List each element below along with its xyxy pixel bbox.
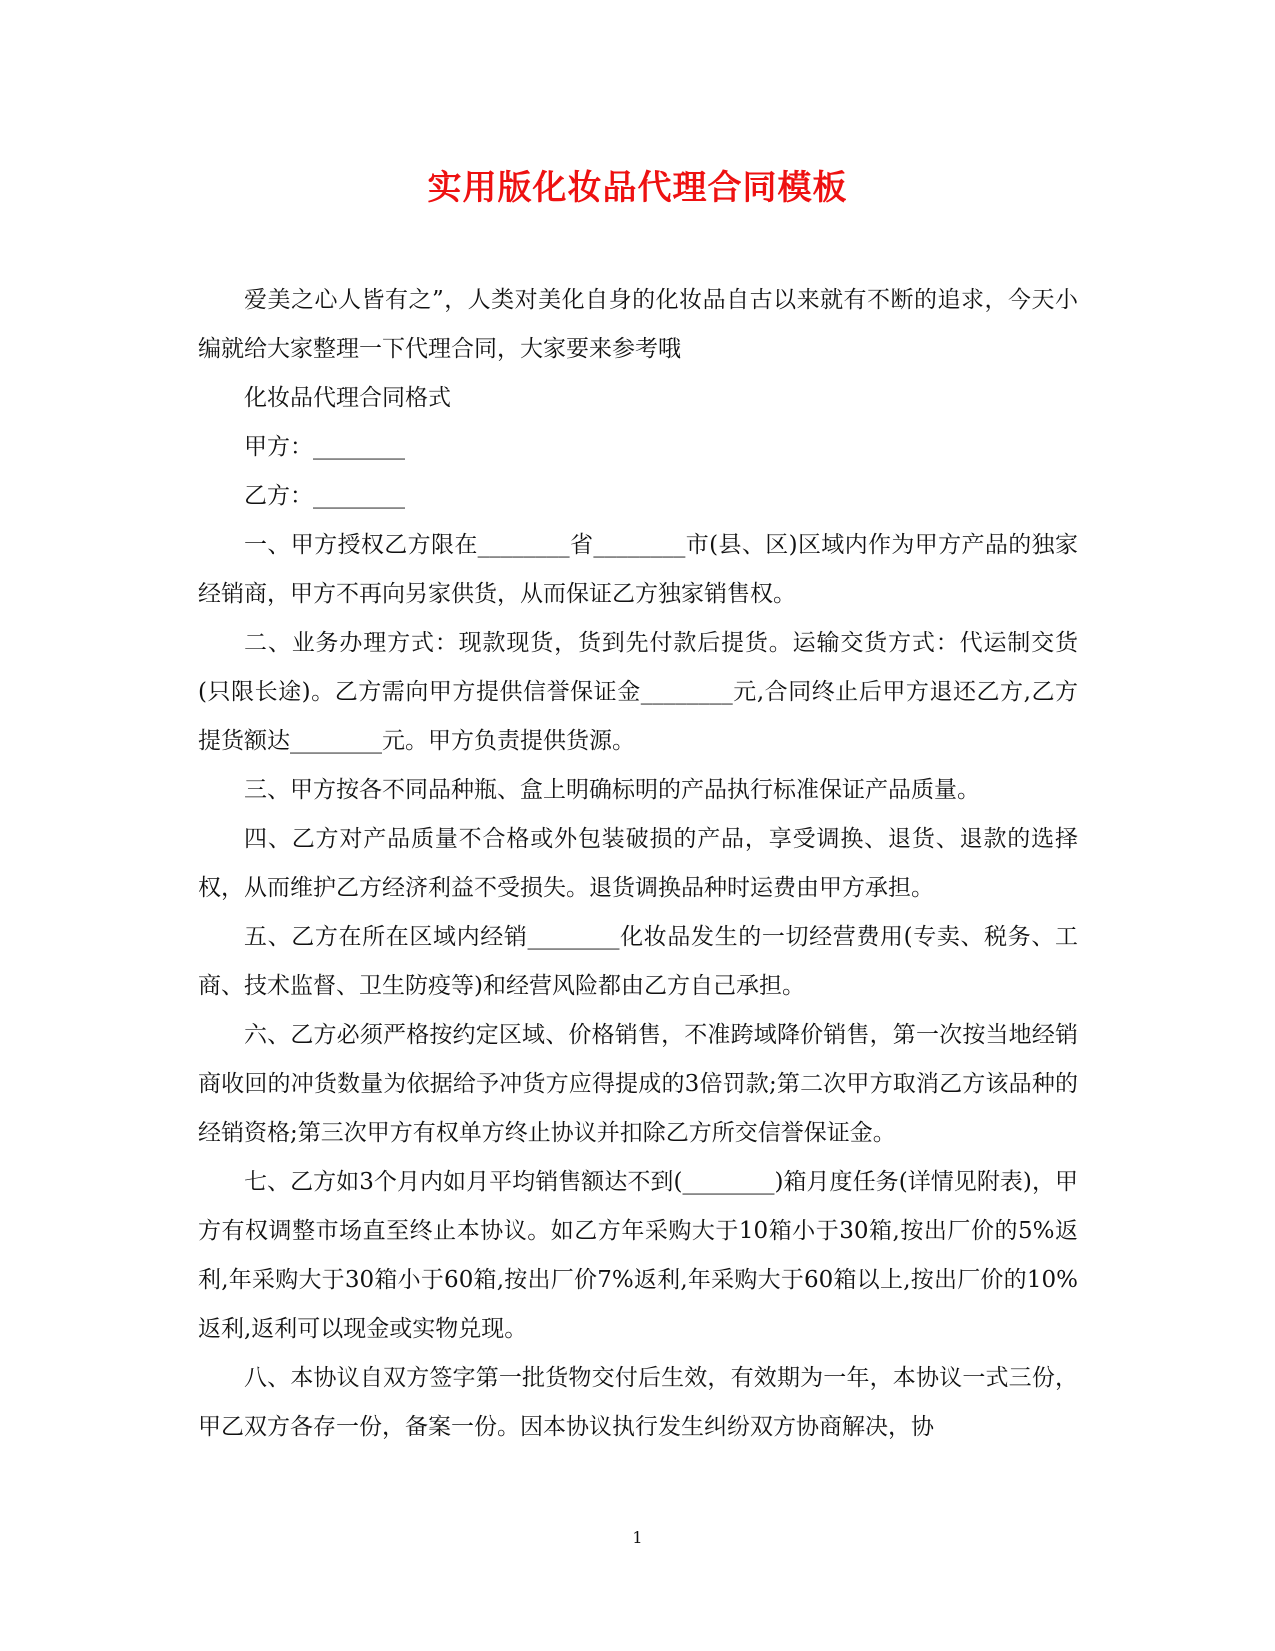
paragraph-clause-3: 三、甲方按各不同品种瓶、盒上明确标明的产品执行标准保证产品质量。 — [244, 777, 980, 803]
paragraph-clause-5: 五、乙方在所在区域内经销________化妆品发生的一切经营费用(专卖、税务、工商、技术监督、卫生防疫等)和经营风险都由乙方自己承担。 — [198, 924, 1078, 999]
paragraph-clause-7: 七、乙方如3个月内如月平均销售额达不到(________)箱月度任务(详情见附表)，甲方有权调整市场直至终止本协议。如乙方年采购大于10箱小于30箱,按出厂价的5%返利,年采购大于30箱小于60箱,按出厂价7%返利,年采购大于60箱以上,按出厂价的10%返利,返利可以现金或实物兑现。 — [198, 1169, 1078, 1342]
paragraph-clause-2: 二、业务办理方式：现款现货，货到先付款后提货。运输交货方式：代运制交货(只限长途)。乙方需向甲方提供信誉保证金________元,合同终止后甲方退还乙方,乙方提货额达________元。甲方负责提供货源。 — [198, 630, 1078, 754]
paragraph-intro: 爱美之心人皆有之”，人类对美化自身的化妆品自古以来就有不断的追求，今天小编就给大家整理一下代理合同，大家要来参考哦 — [198, 287, 1078, 362]
paragraph-party-b: 乙方：________ — [244, 483, 405, 509]
document-title: 实用版化妆品代理合同模板 — [427, 168, 848, 208]
paragraph-contract-format: 化妆品代理合同格式 — [244, 385, 451, 411]
page-number: 1 — [632, 1528, 643, 1547]
paragraph-clause-1: 一、甲方授权乙方限在________省________市(县、区)区域内作为甲方产品的独家经销商，甲方不再向另家供货，从而保证乙方独家销售权。 — [198, 532, 1078, 607]
paragraph-clause-8: 八、本协议自双方签字第一批货物交付后生效，有效期为一年，本协议一式三份，甲乙双方各存一份，备案一份。因本协议执行发生纠纷双方协商解决，协 — [198, 1365, 1078, 1440]
paragraph-party-a: 甲方：________ — [244, 434, 405, 460]
document-body — [198, 276, 1078, 1452]
paragraph-clause-6: 六、乙方必须严格按约定区域、价格销售，不准跨域降价销售，第一次按当地经销商收回的冲货数量为依据给予冲货方应得提成的3倍罚款;第二次甲方取消乙方该品种的经销资格;第三次甲方有权单方终止协议并扣除乙方所交信誉保证金。 — [198, 1022, 1078, 1146]
paragraph-clause-4: 四、乙方对产品质量不合格或外包装破损的产品，享受调换、退货、退款的选择权，从而维护乙方经济利益不受损失。退货调换品种时运费由甲方承担。 — [198, 826, 1078, 901]
